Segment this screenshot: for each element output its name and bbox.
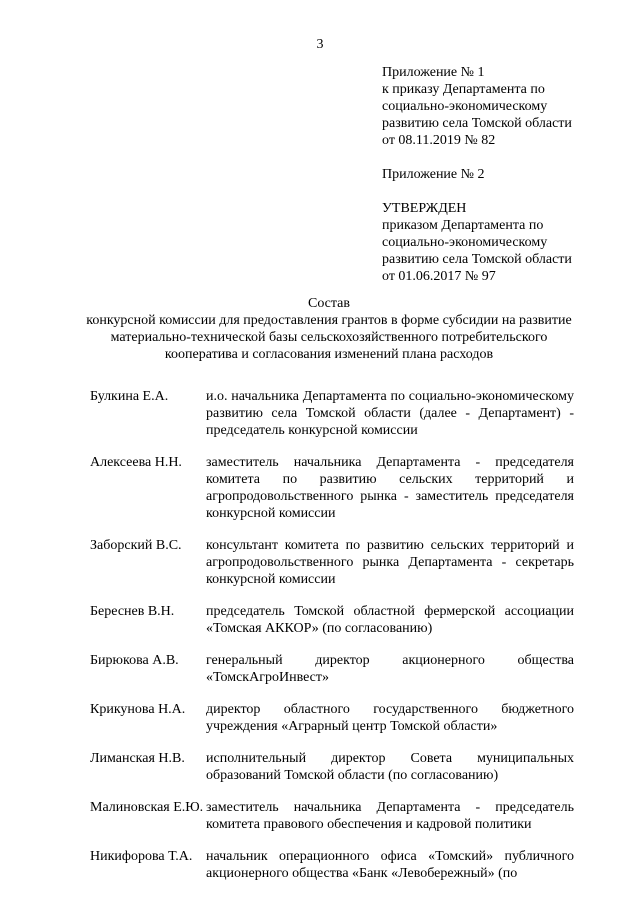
member-name: Алексеева Н.Н. — [90, 455, 182, 470]
member-row — [90, 603, 574, 637]
appendix-line: к приказу Департамента по — [382, 82, 545, 97]
member-row — [90, 701, 574, 735]
member-name: Никифорова Т.А. — [90, 849, 193, 864]
member-row — [90, 388, 574, 439]
document-title — [82, 295, 576, 363]
title-line: материально-технической базы сельскохозяйственного потребительского — [110, 330, 548, 345]
title-heading: Состав — [307, 296, 350, 311]
member-role: председатель Томской областной фермерской ассоциации «Томская АККОР» (по согласованию) — [206, 604, 574, 636]
appendix-line: приказом Департамента по — [382, 218, 544, 233]
member-name: Крикунова Н.А. — [90, 702, 186, 717]
member-role: начальник операционного офиса «Томский» публичного акционерного общества «Банк «Левобережный» (по — [206, 849, 574, 881]
title-line: конкурсной комиссии для предоставления грантов в форме субсидии на развитие — [86, 313, 572, 328]
appendix-line: развитию села Томской области — [382, 116, 572, 131]
appendix-line: социально-экономическому — [382, 99, 548, 114]
member-role: заместитель начальника Департамента - председателя комитета по развитию сельских территорий и агропродовольственного рынка - заместитель председателя конкурсной комиссии — [206, 455, 574, 521]
member-name: Заборский В.С. — [90, 538, 182, 553]
appendix-line: развитию села Томской области — [382, 252, 572, 267]
member-row — [90, 848, 574, 882]
member-role: консультант комитета по развитию сельских территорий и агропродовольственного рынка Департамента - секретарь конкурсной комиссии — [206, 538, 574, 587]
member-row — [90, 750, 574, 784]
member-role: заместитель начальника Департамента - председатель комитета правового обеспечения и кадровой политики — [206, 800, 574, 832]
member-row — [90, 799, 574, 833]
member-name: Бирюкова А.В. — [90, 653, 179, 668]
member-name: Береснев В.Н. — [90, 604, 175, 619]
member-name: Булкина Е.А. — [90, 389, 169, 404]
appendix-line: Приложение № 1 — [382, 65, 485, 80]
member-row — [90, 537, 574, 588]
member-row — [90, 652, 574, 686]
appendix-line: от 08.11.2019 № 82 — [382, 133, 496, 148]
appendix-line: от 01.06.2017 № 97 — [382, 269, 496, 284]
member-name: Лиманская Н.В. — [90, 751, 185, 766]
member-row — [90, 454, 574, 522]
approved-label: УТВЕРЖДЕН — [382, 201, 467, 216]
title-line: кооператива и согласования изменений плана расходов — [164, 347, 494, 362]
appendix-line: Приложение № 2 — [382, 167, 485, 182]
member-role: генеральный директор акционерного общества «ТомскАгроИнвест» — [206, 653, 574, 685]
member-role: исполнительный директор Совета муниципальных образований Томской области (по согласованию) — [206, 751, 574, 783]
member-name: Малиновская Е.Ю. — [90, 800, 204, 815]
appendix-line: социально-экономическому — [382, 235, 548, 250]
member-role: и.о. начальника Департамента по социально-экономическому развитию села Томской области (далее - Департамент) - председатель конкурсной комиссии — [206, 389, 574, 438]
commission-members-list — [90, 388, 574, 897]
member-role: директор областного государственного бюджетного учреждения «Аграрный центр Томской области» — [206, 702, 574, 734]
page-number: 3 — [316, 37, 324, 52]
appendix-block — [382, 64, 592, 285]
